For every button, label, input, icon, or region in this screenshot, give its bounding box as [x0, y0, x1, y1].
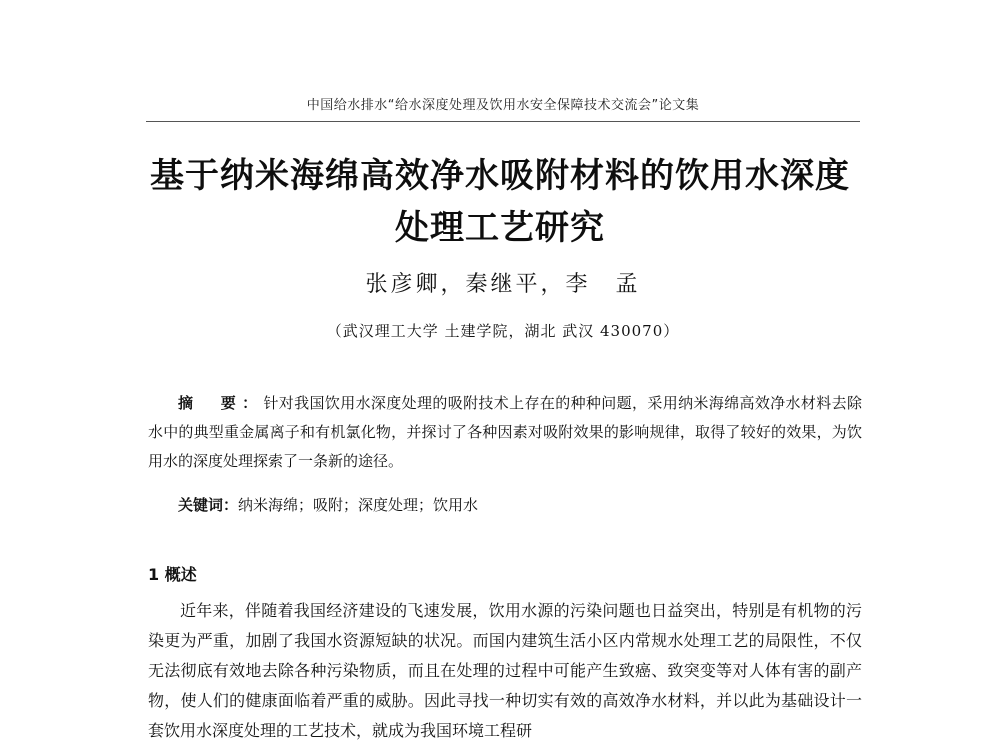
affiliation: （武汉理工大学 土建学院，湖北 武汉 430070） — [326, 322, 680, 340]
abstract-label: 摘 要： — [178, 394, 264, 412]
keywords-label: 关键词： — [178, 496, 239, 514]
header-rule — [146, 121, 860, 122]
keywords-text: 纳米海绵；吸附；深度处理；饮用水 — [238, 496, 479, 514]
section-heading: 1 概述 — [148, 565, 197, 584]
authors: 张彦卿，秦继平，李 孟 — [365, 272, 641, 297]
abstract-text: 针对我国饮用水深度处理的吸附技术上存在的种种问题，采用纳米海绵高效净水材料去除水中的典型重金属离子和有机氯化物，并探讨了各种因素对吸附效果的影响规律，取得了较好的效果，为饮用水的深度处理探索了一条新的途径。 — [148, 394, 862, 470]
paper-title: 基于纳米海绵高效净水吸附材料的饮用水深度处理工艺研究 — [150, 156, 850, 248]
keywords — [178, 493, 862, 517]
body-paragraph: 近年来，伴随着我国经济建设的飞速发展，饮用水源的污染问题也日益突出，特别是有机物的污染更为严重，加剧了我国水资源短缺的状况。而国内建筑生活小区内常规水处理工艺的局限性，不仅无法彻底有效地去除各种污染物质，而且在处理的过程中可能产生致癌、致突变等对人体有害的副产物，使人们的健康面临着严重的威胁。因此寻找一种切实有效的高效净水材料，并以此为基础设计一套饮用水深度处理的工艺技术，就成为我国环境工程研 — [148, 601, 862, 740]
running-header: 中国给水排水“给水深度处理及饮用水安全保障技术交流会”论文集 — [306, 98, 700, 113]
abstract — [148, 389, 862, 476]
